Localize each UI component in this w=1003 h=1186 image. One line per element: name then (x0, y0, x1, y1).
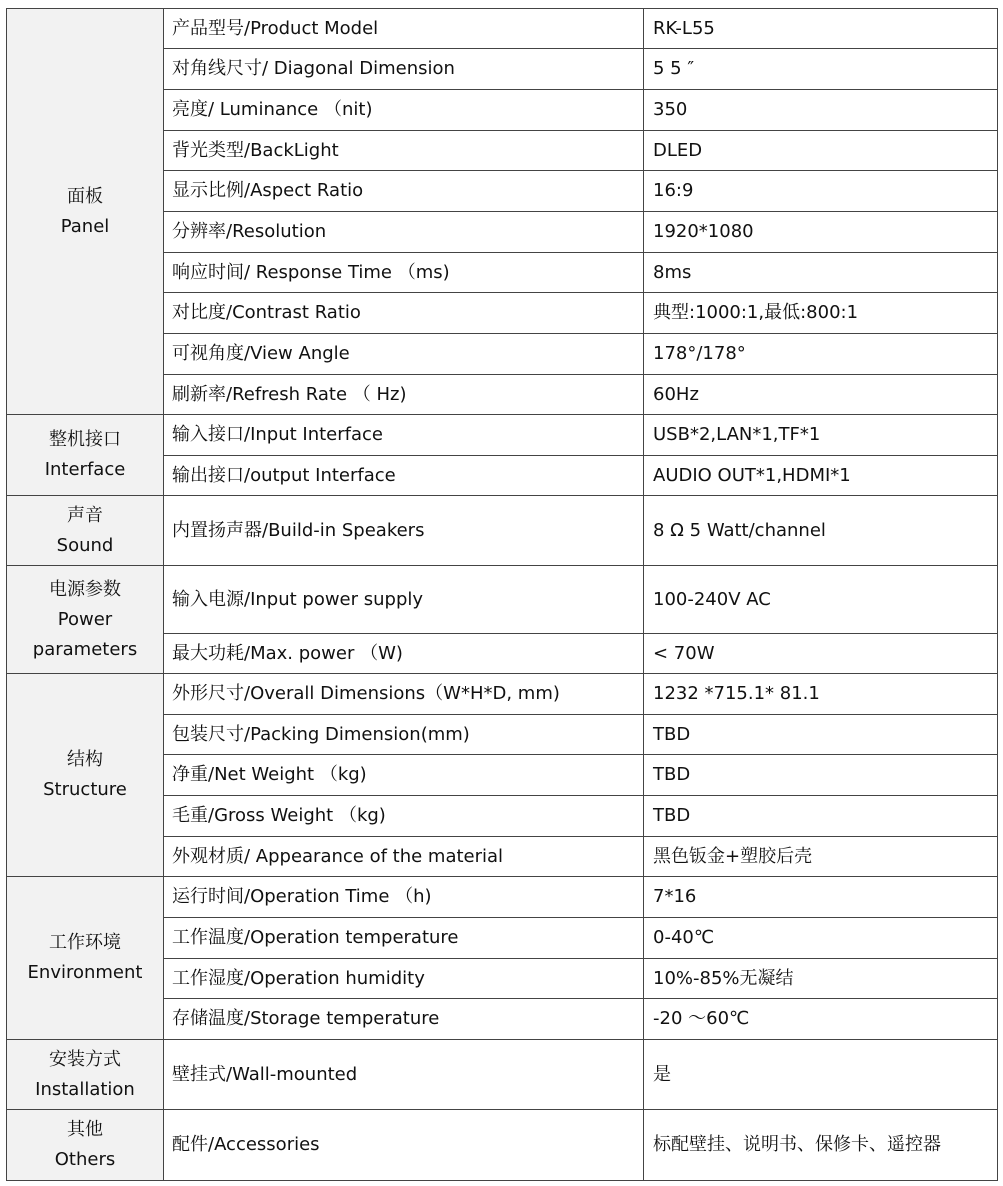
param-cell: 对角线尺寸/ Diagonal Dimension (164, 49, 644, 90)
value-cell: 标配壁挂、说明书、保修卡、遥控器 (644, 1110, 998, 1181)
category-label-zh: 整机接口 (49, 429, 121, 450)
category-label-zh: 安装方式 (49, 1048, 121, 1070)
table-row (7, 496, 998, 566)
category-label-en: Others (54, 1149, 116, 1170)
param-cell: 响应时间/ Response Time （ms) (164, 253, 644, 293)
category-label-zh: 其他 (67, 1119, 103, 1140)
param-cell: 分辨率/Resolution (164, 212, 644, 253)
param-cell: 配件/Accessories (164, 1110, 644, 1181)
category-label-en: Panel (60, 215, 110, 237)
category-label-en: Environment (27, 962, 143, 983)
param-cell: 运行时间/Operation Time （h) (164, 877, 644, 918)
param-cell: 亮度/ Luminance （nit) (164, 90, 644, 131)
category-label-zh: 电源参数 (49, 578, 121, 600)
param-cell: 产品型号/Product Model (164, 9, 644, 49)
value-cell: 8ms (644, 253, 998, 293)
param-cell: 最大功耗/Max. power （W) (164, 634, 644, 674)
value-cell: TBD (644, 715, 998, 755)
param-cell: 输出接口/output Interface (164, 456, 644, 496)
value-cell: 178°/178° (644, 334, 998, 375)
value-cell: 7*16 (644, 877, 998, 918)
table-row (7, 877, 998, 918)
category-label-en-2: parameters (32, 638, 138, 660)
value-cell: -20 ～60℃ (644, 999, 998, 1040)
table-row (7, 566, 998, 634)
category-label-zh: 工作环境 (49, 932, 121, 953)
category-label-en: Sound (56, 534, 114, 556)
value-cell: RK-L55 (644, 9, 998, 49)
param-cell: 工作湿度/Operation humidity (164, 959, 644, 999)
param-cell: 对比度/Contrast Ratio (164, 293, 644, 334)
spec-table (6, 8, 998, 1181)
value-cell: 5 5 ″ (644, 49, 998, 90)
category-label-en: Interface (44, 459, 126, 480)
value-cell: USB*2,LAN*1,TF*1 (644, 415, 998, 456)
value-cell: 1920*1080 (644, 212, 998, 253)
table-row (7, 1110, 998, 1181)
param-cell: 工作温度/Operation temperature (164, 918, 644, 959)
param-cell: 壁挂式/Wall-mounted (164, 1040, 644, 1110)
table-row (7, 415, 998, 456)
value-cell: DLED (644, 131, 998, 171)
table-row (7, 674, 998, 715)
value-cell: 100-240V AC (644, 566, 998, 634)
spec-table-body (7, 9, 998, 1181)
param-cell: 背光类型/BackLight (164, 131, 644, 171)
category-cell-installation (7, 1040, 164, 1110)
param-cell: 内置扬声器/Build-in Speakers (164, 496, 644, 566)
category-label-en: Structure (43, 779, 127, 800)
value-cell: 350 (644, 90, 998, 131)
value-cell: TBD (644, 796, 998, 837)
param-cell: 刷新率/Refresh Rate （ Hz) (164, 375, 644, 415)
param-cell: 输入接口/Input Interface (164, 415, 644, 456)
value-cell: 60Hz (644, 375, 998, 415)
value-cell: 黑色钣金+塑胶后壳 (644, 837, 998, 877)
value-cell: < 70W (644, 634, 998, 674)
param-cell: 输入电源/Input power supply (164, 566, 644, 634)
category-cell-power (7, 566, 164, 674)
category-label-en: Installation (35, 1078, 135, 1100)
table-row (7, 9, 998, 49)
param-cell: 可视角度/View Angle (164, 334, 644, 375)
param-cell: 存储温度/Storage temperature (164, 999, 644, 1040)
param-cell: 净重/Net Weight （kg) (164, 755, 644, 796)
category-cell-environment (7, 877, 164, 1040)
value-cell: 是 (644, 1040, 998, 1110)
category-label-en: Power (57, 608, 113, 630)
param-cell: 显示比例/Aspect Ratio (164, 171, 644, 212)
category-label-zh: 结构 (67, 749, 103, 770)
value-cell: 1232 *715.1* 81.1 (644, 674, 998, 715)
category-cell-panel (7, 9, 164, 415)
value-cell: 典型:1000:1,最低:800:1 (644, 293, 998, 334)
value-cell: 16:9 (644, 171, 998, 212)
value-cell: 8 Ω 5 Watt/channel (644, 496, 998, 566)
value-cell: TBD (644, 755, 998, 796)
value-cell: AUDIO OUT*1,HDMI*1 (644, 456, 998, 496)
table-row (7, 1040, 998, 1110)
category-cell-others (7, 1110, 164, 1181)
param-cell: 包装尺寸/Packing Dimension(mm) (164, 715, 644, 755)
category-cell-interface (7, 415, 164, 496)
category-cell-sound (7, 496, 164, 566)
param-cell: 外形尺寸/Overall Dimensions（W*H*D, mm) (164, 674, 644, 715)
category-label-zh: 面板 (67, 185, 103, 207)
value-cell: 0-40℃ (644, 918, 998, 959)
category-label-zh: 声音 (67, 504, 103, 526)
value-cell: 10%-85%无凝结 (644, 959, 998, 999)
param-cell: 毛重/Gross Weight （kg) (164, 796, 644, 837)
category-cell-structure (7, 674, 164, 877)
param-cell: 外观材质/ Appearance of the material (164, 837, 644, 877)
